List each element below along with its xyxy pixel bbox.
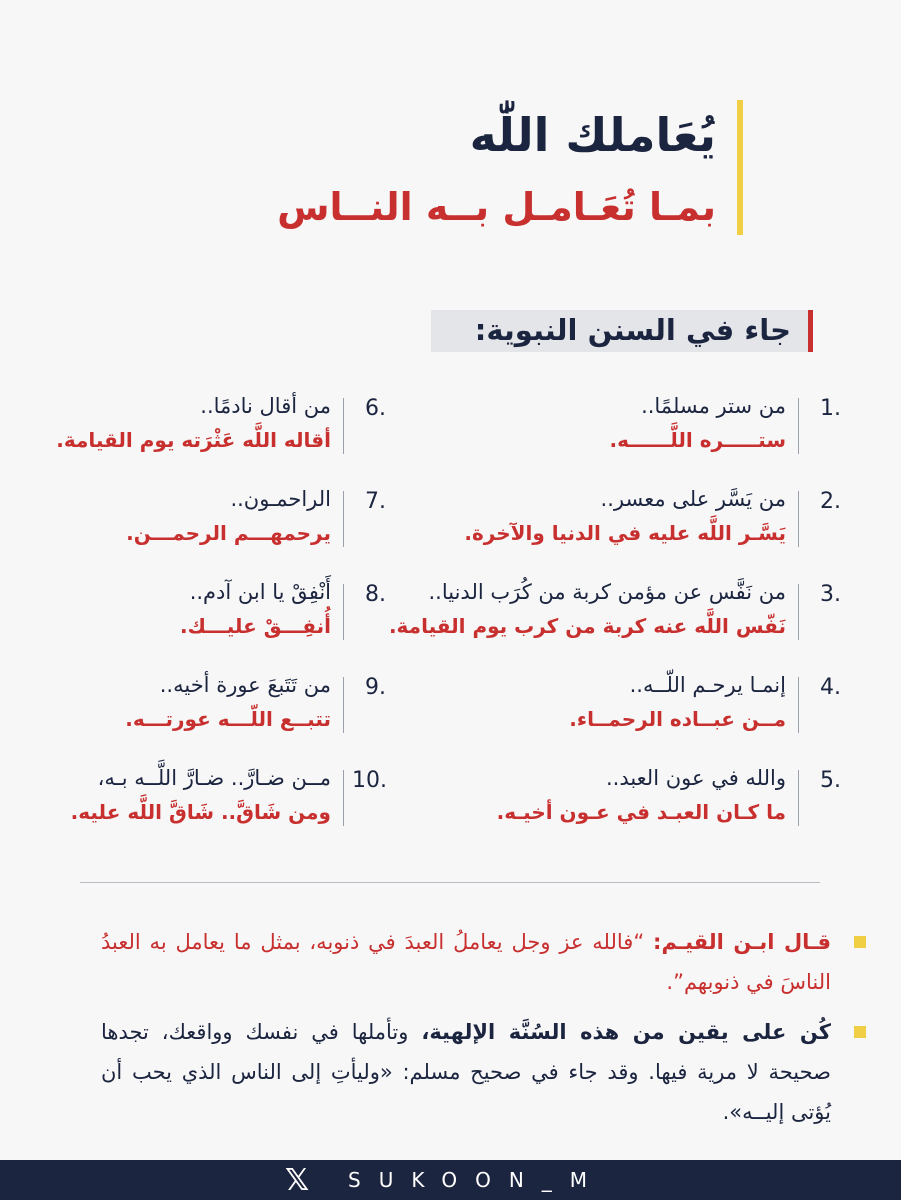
item-line2: ما كـان العبـد في عـون أخيـه. [496,800,786,824]
item-number: 5. [820,768,841,793]
list-item [451,392,841,467]
item-number: 6. [365,396,386,421]
list-item [1,392,386,467]
item-line1: الراحمـون.. [230,487,331,511]
item-line1: من يَسَّر على معسر.. [600,487,786,511]
bullet-square-icon [854,936,866,948]
page-subtitle: بمـا تُعَـامـل بــه النــاس [277,185,716,229]
list-item [1,764,386,832]
item-number: 7. [365,489,386,514]
item-divider [343,677,344,733]
item-divider [798,584,799,640]
item-line1: من ستر مسلمًا.. [641,394,786,418]
item-line2: ومن شَاقَّ.. شَاقَّ اللَّه عليه. [70,800,331,824]
section-divider [80,882,820,883]
item-line1: والله في عون العبد.. [605,766,786,790]
item-number: 3. [820,582,841,607]
account-handle: SUKOON_M [348,1168,606,1192]
item-line1: إنمـا يرحـم اللّــه.. [629,673,786,697]
list-item [451,764,841,832]
quote-lead: قـال ابـن القيـم: [653,930,831,954]
section-heading [431,310,813,352]
list-item [1,578,386,653]
list-item [451,671,841,746]
reflection-lead: كُن على يقين من هذه السُنَّة الإلهية، [421,1020,832,1044]
item-divider [798,398,799,454]
item-divider [343,584,344,640]
item-line2: يَسَّـر اللَّه عليه في الدنيا والآخرة. [464,521,786,545]
item-line2: أُنفِـــقْ عليـــك. [180,614,331,638]
item-number: 10. [352,768,387,793]
item-divider [343,491,344,547]
quote-note [101,922,831,1002]
list-item [451,485,841,560]
items-column-right [388,392,841,850]
item-line1: أَنْفِقْ يا ابن آدم.. [189,580,331,604]
page-title: يُعَاملك اللّٰه [469,108,716,162]
item-divider [343,398,344,454]
item-number: 2. [820,489,841,514]
reflection-text: وتأملها في نفسك وواقعك، تجدها صحيحة لا مرية فيها. وقد جاء في صحيح مسلم: «وليأتِ إلى الناس الذي يحب أن يُؤتى إليــه». [101,1020,831,1124]
item-line2: أقاله اللَّه عَثْرَته يوم القيامة. [56,428,331,452]
list-item [1,485,386,560]
item-number: 1. [820,396,841,421]
footer-bar [0,1160,901,1200]
list-item [1,671,386,746]
title-accent-bar [737,100,743,235]
item-line2: يرحمهـــم الرحمـــن. [126,521,331,545]
item-line1: من تَتَبعَ عورة أخيه.. [159,673,331,697]
items-column-left [1,392,386,850]
reflection-note [101,1012,831,1132]
section-accent-bar [808,310,813,352]
item-line1: مــن ضـارَّ.. ضـارَّ اللَّــه بـه، [97,766,331,790]
section-heading-text: جاء في السنن النبوية: [474,313,791,347]
item-line1: من أقال نادمًا.. [200,394,331,418]
item-line2: تتبــع اللّـــه عورتـــه. [125,707,331,731]
item-number: 9. [365,675,386,700]
item-line2: مــن عبــاده الرحمــاء. [569,707,786,731]
x-logo-icon: 𝕏 [285,1163,310,1198]
item-divider [798,491,799,547]
item-divider [343,770,344,826]
item-line2: ستـــــره اللَّــــــه. [609,428,786,452]
list-item [388,578,841,653]
item-line1: من نَفَّس عن مؤمن كربة من كُرَب الدنيا.. [428,580,786,604]
item-line2: نَفّس اللَّه عنه كربة من كرب يوم القيامة. [388,614,786,638]
item-divider [798,770,799,826]
item-number: 4. [820,675,841,700]
item-divider [798,677,799,733]
quote-text: “فالله عز وجل يعاملُ العبدَ في ذنوبه، بمثل ما يعامل به العبدُ الناسَ في ذنوبهم”. [101,930,831,994]
bullet-square-icon [854,1026,866,1038]
item-number: 8. [365,582,386,607]
